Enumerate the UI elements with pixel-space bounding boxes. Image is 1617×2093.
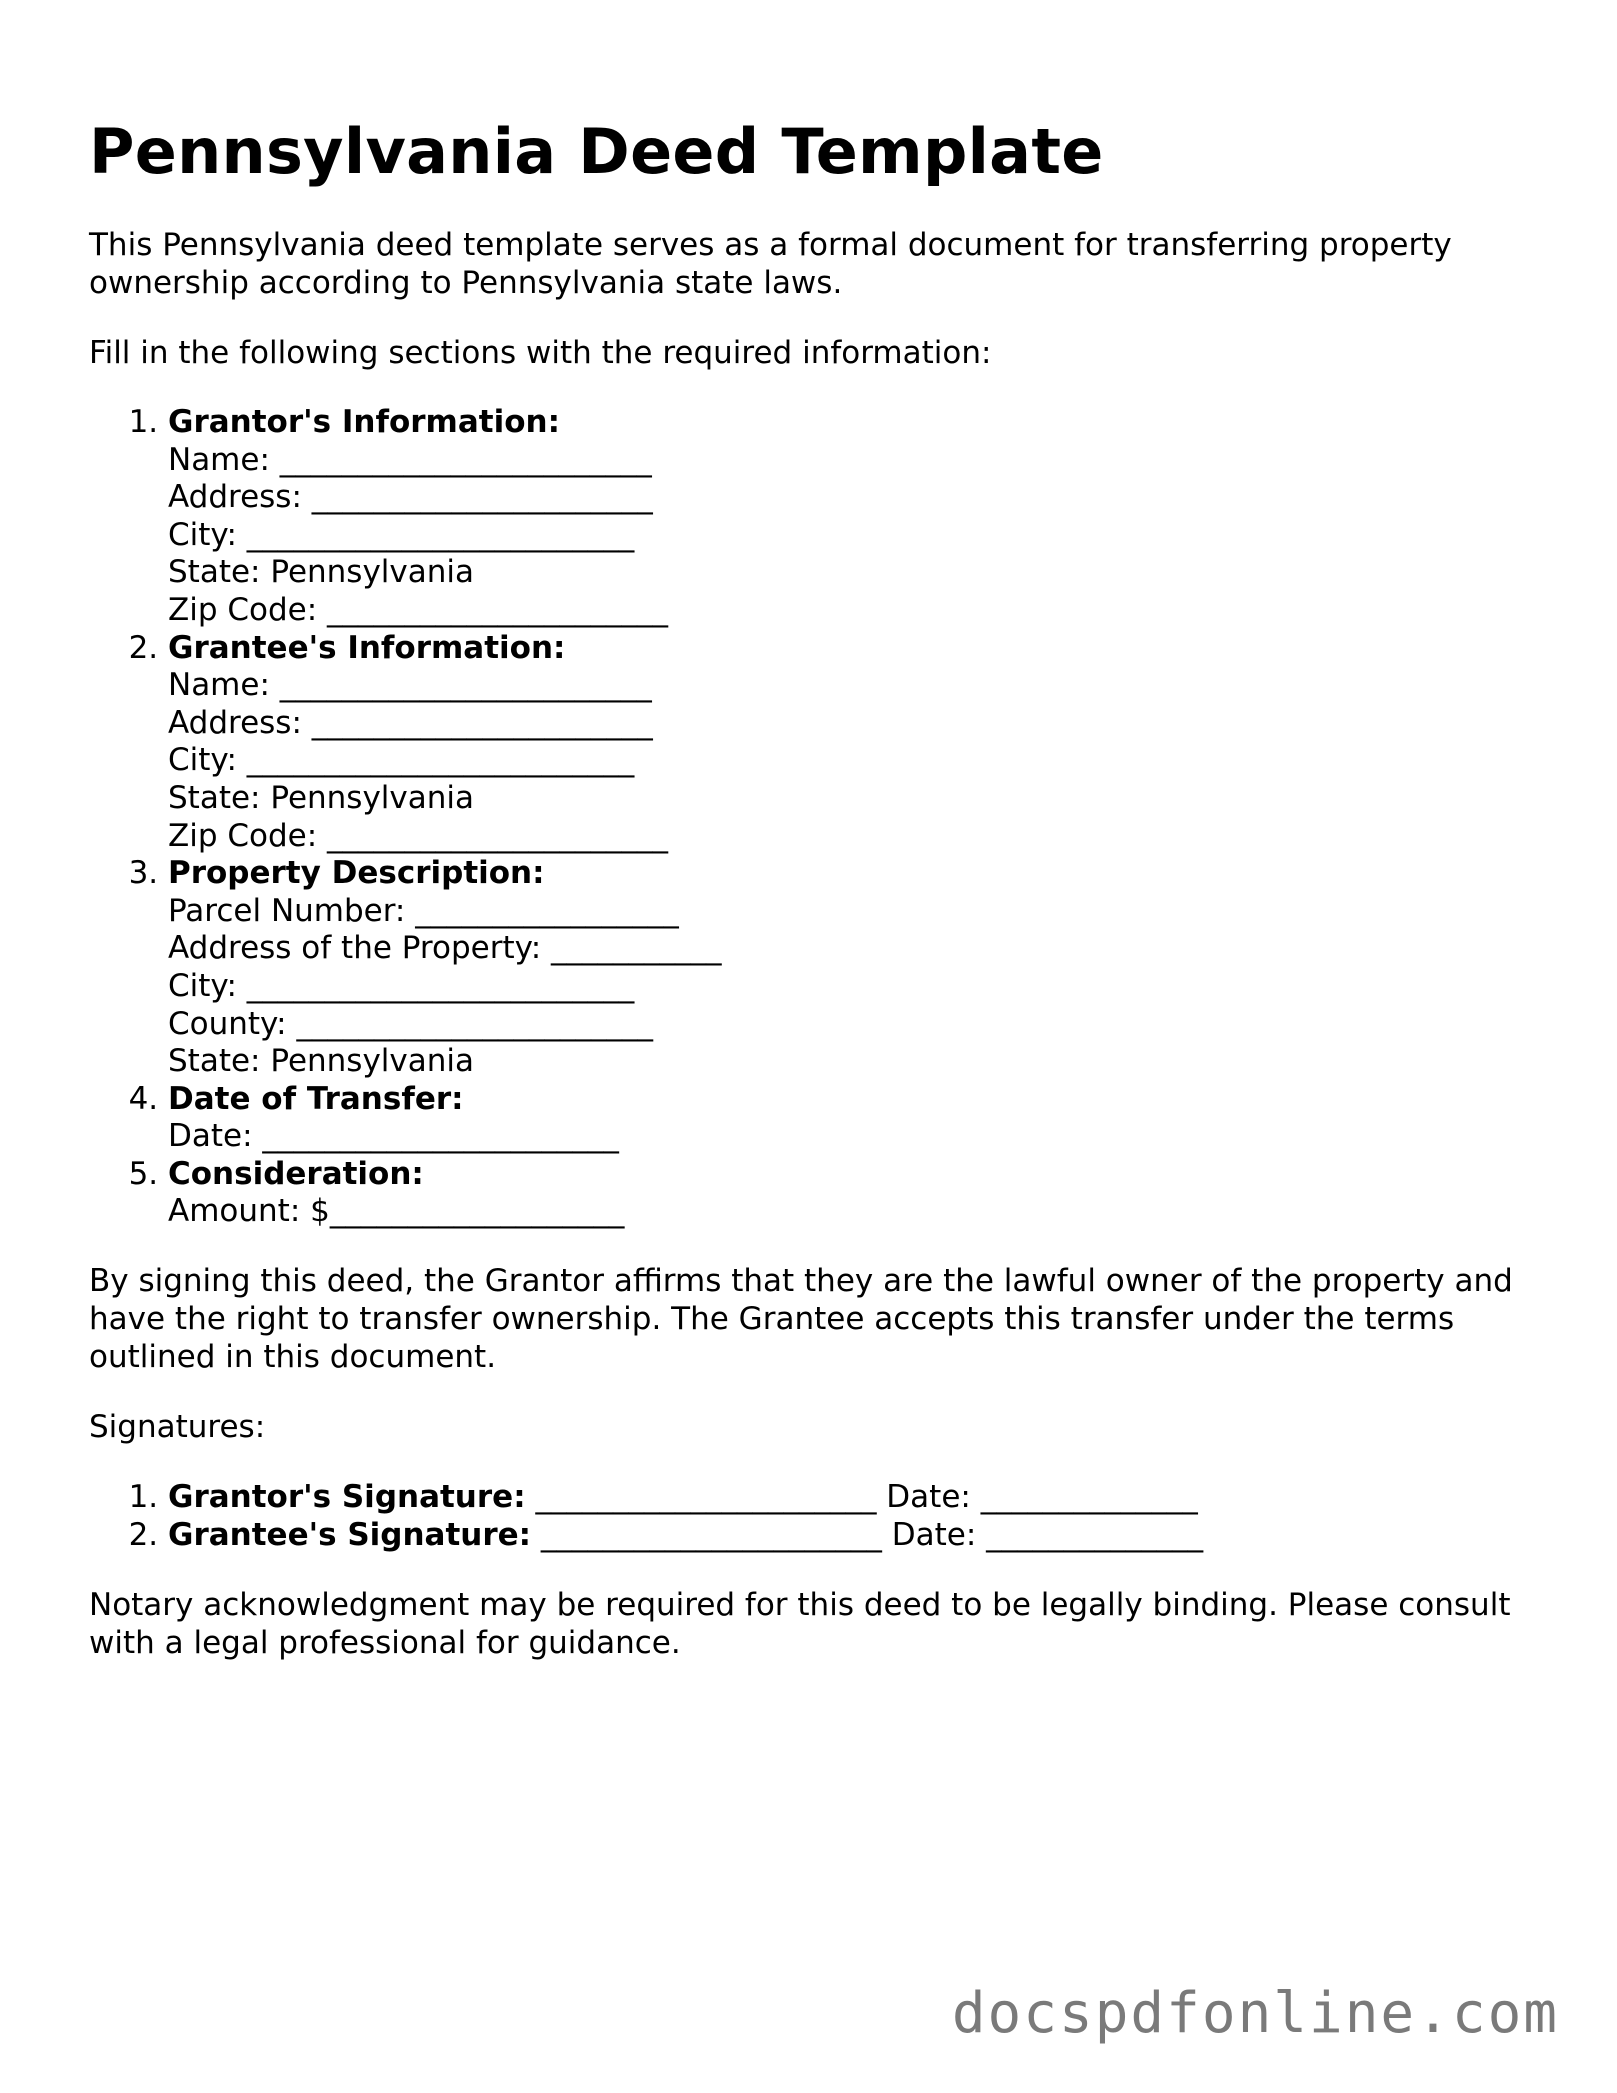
amount-field[interactable]: Amount: $___________________ (168, 1193, 625, 1230)
grantee-name-field[interactable]: Name: ________________________ (168, 667, 652, 704)
signature-blank[interactable]: ______________________ Date: ______________ (531, 1517, 1204, 1554)
transfer-date-field[interactable]: Date: _______________________ (168, 1118, 619, 1155)
section-title: Property Description: (168, 855, 545, 892)
section-grantor (168, 404, 1529, 630)
property-county-field[interactable]: County: _______________________ (168, 1005, 653, 1042)
instructions-text: Fill in the following sections with the required information: (89, 335, 992, 371)
grantee-state-field: State: Pennsylvania (168, 779, 475, 816)
grantor-city-field[interactable]: City: _________________________ (168, 516, 635, 553)
watermark-text: docspdfonline.com (951, 1981, 1559, 2046)
section-title: Date of Transfer: (168, 1080, 464, 1117)
affirmation-paragraph: By signing this deed, the Grantor affirms that they are the lawful owner of the property and have the right to transfer ownership. The Grantee accepts this transfer under the terms outlined in this document. (89, 1263, 1513, 1376)
sections-list (89, 404, 1529, 1231)
signature-label: Grantee's Signature: (168, 1517, 532, 1554)
section-date-of-transfer (168, 1081, 1529, 1156)
signatures-label: Signatures: (89, 1409, 266, 1446)
signature-label: Grantor's Signature: (168, 1479, 526, 1516)
grantee-signature-line[interactable] (168, 1516, 1529, 1554)
grantor-zip-field[interactable]: Zip Code: ______________________ (168, 591, 669, 628)
property-city-field[interactable]: City: _________________________ (168, 967, 635, 1004)
signatures-list (89, 1478, 1529, 1554)
property-state-field: State: Pennsylvania (168, 1043, 475, 1080)
intro-paragraph: This Pennsylvania deed template serves as a formal document for transferring property ownership according to Pennsylvania state laws. (89, 227, 1452, 301)
parcel-number-field[interactable]: Parcel Number: _________________ (168, 892, 679, 929)
signature-blank[interactable]: ______________________ Date: ______________ (525, 1479, 1198, 1516)
document-page (89, 108, 1529, 1662)
grantee-address-field[interactable]: Address: ______________________ (168, 704, 653, 741)
section-title: Grantee's Information: (168, 629, 566, 666)
section-property (168, 855, 1529, 1081)
section-grantee (168, 630, 1529, 856)
grantor-signature-line[interactable] (168, 1478, 1529, 1516)
grantor-state-field: State: Pennsylvania (168, 554, 475, 591)
grantor-address-field[interactable]: Address: ______________________ (168, 479, 653, 516)
page-title: Pennsylvania Deed Template (89, 115, 1104, 188)
property-address-field[interactable]: Address of the Property: ___________ (168, 930, 722, 967)
section-title: Grantor's Information: (168, 404, 560, 440)
grantee-city-field[interactable]: City: _________________________ (168, 742, 635, 779)
notary-paragraph: Notary acknowledgment may be required for this deed to be legally binding. Please consult with a legal professional for guidance. (89, 1587, 1511, 1662)
section-title: Consideration: (168, 1155, 424, 1192)
grantee-zip-field[interactable]: Zip Code: ______________________ (168, 817, 669, 854)
section-consideration (168, 1156, 1529, 1231)
grantor-name-field[interactable]: Name: ________________________ (168, 441, 652, 478)
